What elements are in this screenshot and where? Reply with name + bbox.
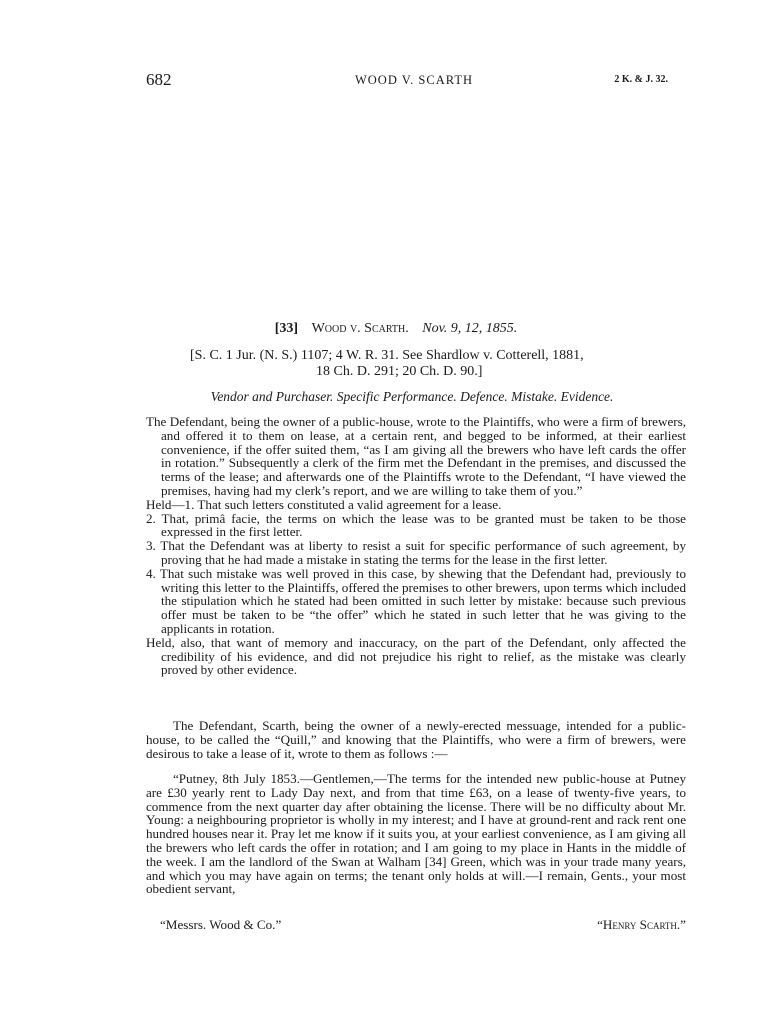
headnote — [146, 415, 686, 677]
citation-line-1: [S. C. 1 Jur. (N. S.) 1107; 4 W. R. 31. See Shardlow v. Cotterell, 1881, — [190, 348, 584, 363]
case-number: [33] — [274, 321, 299, 336]
case-heading — [126, 321, 666, 337]
case-name: Wood v. Scarth. — [311, 321, 409, 336]
catchwords: Vendor and Purchaser. Specific Performance. Defence. Mistake. Evidence. — [210, 389, 614, 404]
letter-text: “Putney, 8th July 1853.—Gentlemen,—The terms for the intended new public-house at Putney are £30 yearly rent to Lady Day next, and from that time £63, on a lease of twenty-five years, to commence from the next quarter day after obtaining the license. There will be no difficulty about Mr. Young: a neighbouring proprietor is wholly in my interest; and I have at ground-rent and rack rent one hundred houses near it. Pray let me know if it suits you, at your earliest convenience, as I am giving all the brewers who left cards the offer in rotation; and I am going to my place in Hants in the middle of the week. I am the landlord of the Swan at Walham [34] Green, which was in your trade many years, and which you may have again on terms; the tenant only holds at will.—I remain, Gents., your most obedient servant, — [146, 771, 686, 897]
running-title: WOOD V. SCARTH — [354, 73, 473, 87]
page-header — [146, 70, 668, 90]
citation-block — [190, 348, 660, 380]
header-citation: 2 K. & J. 32. — [614, 74, 668, 85]
held-2: 2. That, primâ facie, the terms on which the lease was to be granted must be taken to be those expressed in the first letter. — [146, 510, 686, 540]
letter-signature: “Henry Scarth.” — [597, 917, 686, 932]
letter-addressee: “Messrs. Wood & Co.” — [160, 917, 282, 932]
held-also: Held, also, that want of memory and inaccuracy, on the part of the Defendant, only affected the credibility of his evidence, and did not prejudice his right to relief, as the mistake was clearly proved by other evidence. — [146, 634, 686, 678]
held-1: Held—1. That such letters constituted a valid agreement for a lease. — [146, 496, 502, 512]
body-paragraph-1: The Defendant, Scarth, being the owner of a newly-erected messuage, intended for a public-house, to be called the “Quill,” and knowing that the Plaintiffs, who were a firm of brewers, were desirous to take a lease of it, wrote to them as follows :— — [146, 718, 686, 761]
headnote-facts: The Defendant, being the owner of a public-house, wrote to the Plaintiffs, who were a firm of brewers, and offered it to them on lease, at a certain rent, and begged to be informed, at their earliest convenience, if the offer suited them, “as I am giving all the brewers who have left cards the offer in rotation.” Subsequently a clerk of the firm met the Defendant in the premises, and discussed the terms of the lease; and afterwards one of the Plaintiffs wrote to the Defendant, “I have viewed the premises, having had my clerk’s report, and we are willing to take them of you.” — [146, 414, 686, 498]
case-date: Nov. 9, 12, 1855. — [422, 321, 518, 336]
page-number: 682 — [146, 70, 172, 89]
held-4: 4. That such mistake was well proved in this case, by shewing that the Defendant had, previously to writing this letter to the Plaintiffs, offered the premises to other brewers, upon terms which included the stipulation which he stated had been omitted in such letter by mistake: because such previous offer must be taken to be “the offer” which he stated in such letter that he was giving to the applicants in rotation. — [146, 565, 686, 636]
citation-line-2: 18 Ch. D. 291; 20 Ch. D. 90.] — [316, 364, 483, 379]
held-3: 3. That the Defendant was at liberty to resist a suit for specific performance of such agreement, by proving that he had made a mistake in stating the terms for the lease in the first letter. — [146, 538, 686, 567]
